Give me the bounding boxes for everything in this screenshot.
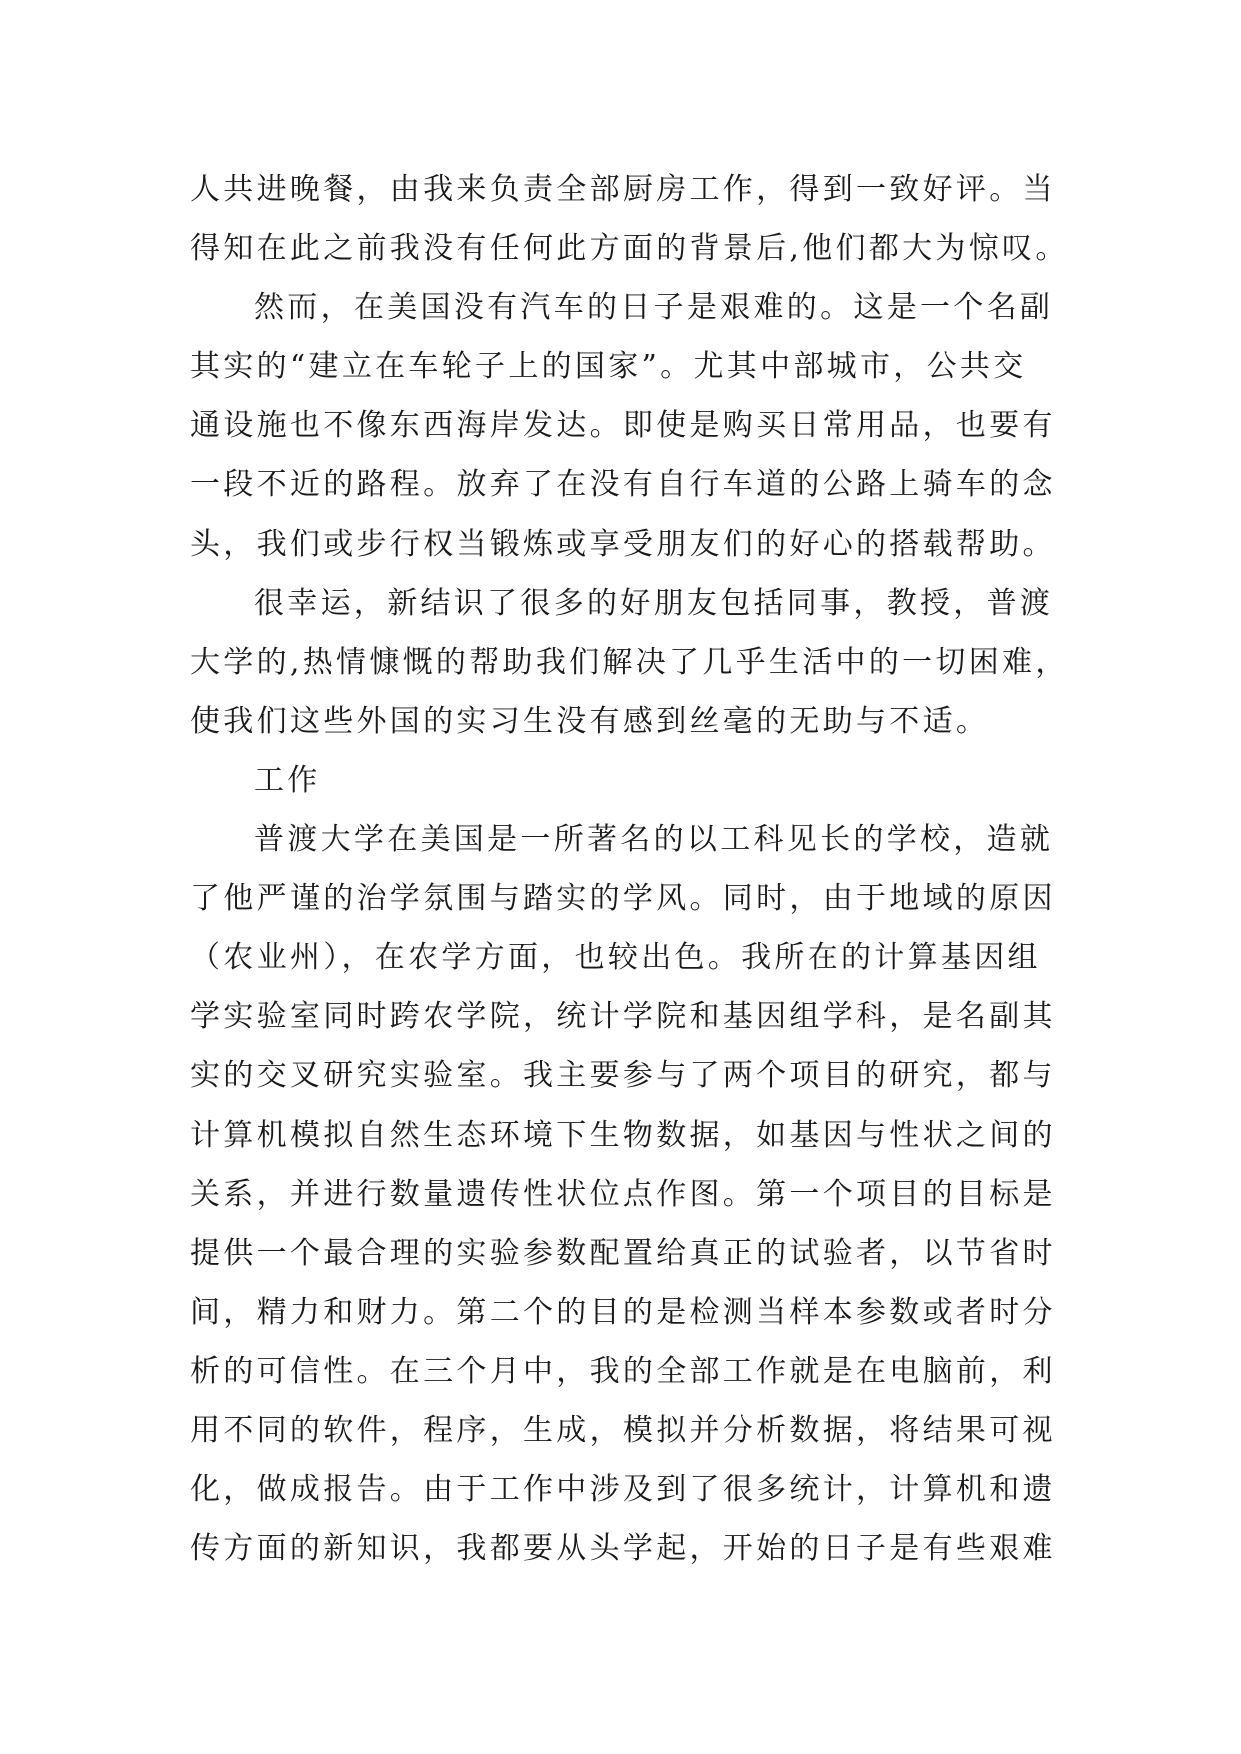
- text-line: 实的交叉研究实验室。我主要参与了两个项目的研究，都与: [190, 1058, 1056, 1094]
- text-line: 得知在此之前我没有任何此方面的背景后,他们都大为惊叹。: [190, 231, 1069, 267]
- text-line: 间，精力和财力。第二个的目的是检测当样本参数或者时分: [190, 1294, 1056, 1330]
- section-heading: 工作: [254, 762, 321, 798]
- body-text: [190, 160, 1080, 1578]
- text-line: 大学的,热情慷慨的帮助我们解决了几乎生活中的一切困难，: [190, 644, 1069, 680]
- text-line: 计算机模拟自然生态环境下生物数据，如基因与性状之间的: [190, 1117, 1056, 1153]
- text-line: 关系，并进行数量遗传性状位点作图。第一个项目的目标是: [190, 1176, 1056, 1212]
- text-line: （农业州），在农学方面，也较出色。我所在的计算基因组: [190, 940, 1041, 976]
- text-line: 化，做成报告。由于工作中涉及到了很多统计，计算机和遗: [190, 1472, 1056, 1508]
- text-line: 人共进晚餐，由我来负责全部厨房工作，得到一致好评。当: [190, 172, 1056, 207]
- text-line: 头，我们或步行权当锻炼或享受朋友们的好心的搭载帮助。: [190, 526, 1056, 562]
- text-line: 传方面的新知识，我都要从头学起，开始的日子是有些艰难: [190, 1531, 1056, 1567]
- paragraph-first-line: 然而，在美国没有汽车的日子是艰难的。这是一个名副: [254, 290, 1054, 326]
- text-line: 了他严谨的治学氛围与踏实的学风。同时，由于地域的原因: [190, 881, 1056, 917]
- text-line: 析的可信性。在三个月中，我的全部工作就是在电脑前，利: [190, 1353, 1056, 1389]
- text-line: 使我们这些外国的实习生没有感到丝毫的无助与不适。: [190, 703, 990, 739]
- paragraph-first-line: 普渡大学在美国是一所著名的以工科见长的学校，造就: [254, 822, 1054, 858]
- text-line: 通设施也不像东西海岸发达。即使是购买日常用品，也要有: [190, 408, 1056, 444]
- text-line: 学实验室同时跨农学院，统计学院和基因组学科，是名副其: [190, 999, 1056, 1035]
- text-line: 其实的“建立在车轮子上的国家”。尤其中部城市，公共交: [190, 349, 1027, 385]
- text-line: 提供一个最合理的实验参数配置给真正的试验者，以节省时: [190, 1235, 1056, 1271]
- text-line: 一段不近的路程。放弃了在没有自行车道的公路上骑车的念: [190, 467, 1056, 503]
- paragraph-first-line: 很幸运，新结识了很多的好朋友包括同事，教授，普渡: [254, 585, 1054, 621]
- text-line: 用不同的软件，程序，生成，模拟并分析数据，将结果可视: [190, 1412, 1056, 1448]
